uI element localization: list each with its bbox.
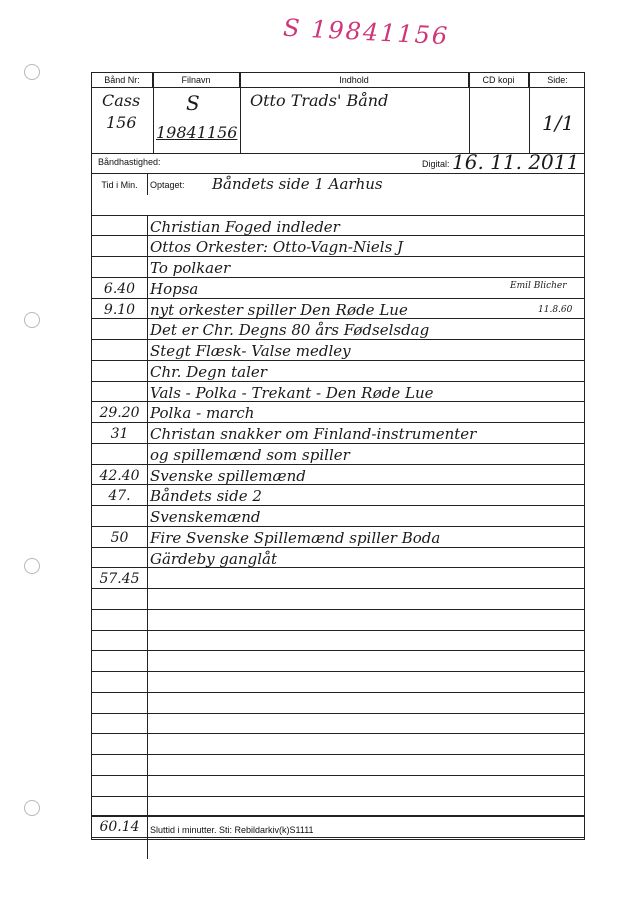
table-row [92, 567, 584, 589]
table-row [92, 298, 584, 320]
archive-stamp: S 19841156 [282, 13, 450, 51]
row-time [92, 340, 148, 361]
row-time: 9.10 [92, 299, 148, 320]
table-row [92, 547, 584, 569]
row-time: 50 [92, 527, 148, 548]
row-time: 47. [92, 485, 148, 506]
table-row [92, 630, 584, 652]
table-row [92, 733, 584, 755]
filnavn-line2: 19841156 [156, 123, 238, 142]
row-content: Svenske spillemænd [150, 466, 306, 485]
row-content: Det er Chr. Degns 80 års Fødselsdag [150, 321, 430, 340]
column-divider [153, 73, 154, 153]
row-time [92, 838, 148, 859]
table-row [92, 422, 584, 444]
row-content: Christian Foged indleder [150, 217, 340, 236]
table-row [92, 650, 584, 672]
punch-hole [24, 312, 40, 328]
row-content: Christan snakker om Finland-instrumenter [150, 425, 477, 443]
header-band-nr: Bånd Nr: [92, 73, 153, 87]
row-time [92, 755, 148, 776]
row-content: Hopsa [150, 279, 199, 298]
table-row [92, 484, 584, 506]
row-time [92, 672, 148, 693]
table-row [92, 775, 584, 797]
note-emil-blicher: Emil Blicher [510, 281, 567, 291]
tape-log-form [91, 72, 585, 840]
row-time [92, 693, 148, 714]
column-divider [529, 73, 530, 153]
table-row [92, 401, 584, 423]
row-time: 29.20 [92, 402, 148, 423]
table-row [92, 505, 584, 527]
table-row [92, 381, 584, 403]
header-indhold: Indhold [240, 73, 469, 87]
row-time [92, 506, 148, 527]
row-time [92, 589, 148, 610]
row-content: Gärdeby ganglåt [150, 549, 277, 568]
digital-date: 16. 11. 2011 [452, 150, 580, 174]
header-divider [92, 87, 584, 88]
row-time [92, 319, 148, 340]
band-nr-line2: 156 [106, 113, 137, 132]
digital-label: Digital: [422, 159, 450, 169]
band-nr-line1: Cass [102, 91, 141, 110]
row-content: og spillemænd som spiller [150, 445, 350, 464]
row-time: 6.40 [92, 278, 148, 299]
table-row [92, 339, 584, 361]
row-content: Svenskemænd [150, 508, 261, 526]
speed-label: Båndhastighed: [98, 157, 161, 167]
table-row [92, 609, 584, 631]
row-time [92, 714, 148, 735]
punch-hole [24, 558, 40, 574]
row-time [92, 776, 148, 797]
table-row [92, 443, 584, 465]
table-row [92, 235, 584, 257]
header-cd-kopi: CD kopi [469, 73, 529, 87]
column-divider [240, 73, 241, 153]
row-content: Vals - Polka - Trekant - Den Røde Lue [150, 383, 434, 402]
indhold-value: Otto Trads' Bånd [250, 91, 389, 110]
row-content: Båndets side 2 [150, 487, 262, 506]
row-time [92, 651, 148, 672]
table-row [92, 464, 584, 486]
row-time [92, 734, 148, 755]
footer-text: Sluttid i minutter. Sti: Rebildarkiv(k)S1111 [150, 825, 314, 835]
row-time [92, 444, 148, 465]
row-content: Polka - march [150, 404, 255, 423]
footer-time: 60.14 [92, 816, 148, 840]
side-value: 1/1 [542, 111, 575, 135]
table-row [92, 837, 584, 859]
row-content: Stegt Flæsk- Valse medley [150, 342, 351, 360]
tid-header: Tid i Min. [92, 174, 148, 195]
table-row [92, 256, 584, 278]
row-content: nyt orkester spiller Den Røde Lue [150, 300, 408, 319]
table-row [92, 526, 584, 548]
note-date: 11.8.60 [538, 305, 573, 315]
row-time [92, 631, 148, 652]
row-time [92, 548, 148, 569]
row-time: 57.45 [92, 568, 148, 589]
column-divider [469, 73, 470, 153]
row-time: 31 [92, 423, 148, 444]
table-row [92, 671, 584, 693]
row-content: Fire Svenske Spillemænd spiller Boda [150, 528, 441, 547]
table-row [92, 754, 584, 776]
table-row [92, 713, 584, 735]
row-time: 42.40 [92, 465, 148, 486]
row-content: Ottos Orkester: Otto-Vagn-Niels J [150, 238, 404, 257]
header-filnavn: Filnavn [153, 73, 240, 87]
optaget-header: Optaget: [150, 180, 185, 190]
row-content: Båndets side 1 Aarhus [212, 175, 383, 193]
row-time [92, 361, 148, 382]
table-row [92, 692, 584, 714]
table-row [92, 215, 584, 237]
table-row [92, 173, 584, 194]
row-time [92, 382, 148, 403]
row-time [92, 610, 148, 631]
row-content: Chr. Degn taler [150, 362, 267, 381]
table-row [92, 588, 584, 610]
table-row [92, 360, 584, 382]
punch-hole [24, 800, 40, 816]
row-time [92, 257, 148, 278]
row-time [92, 216, 148, 237]
punch-hole [24, 64, 40, 80]
row-content: To polkaer [150, 259, 231, 277]
filnavn-line1: S [186, 91, 200, 115]
row-time [92, 236, 148, 257]
table-row [92, 318, 584, 340]
header-side: Side: [547, 75, 568, 85]
